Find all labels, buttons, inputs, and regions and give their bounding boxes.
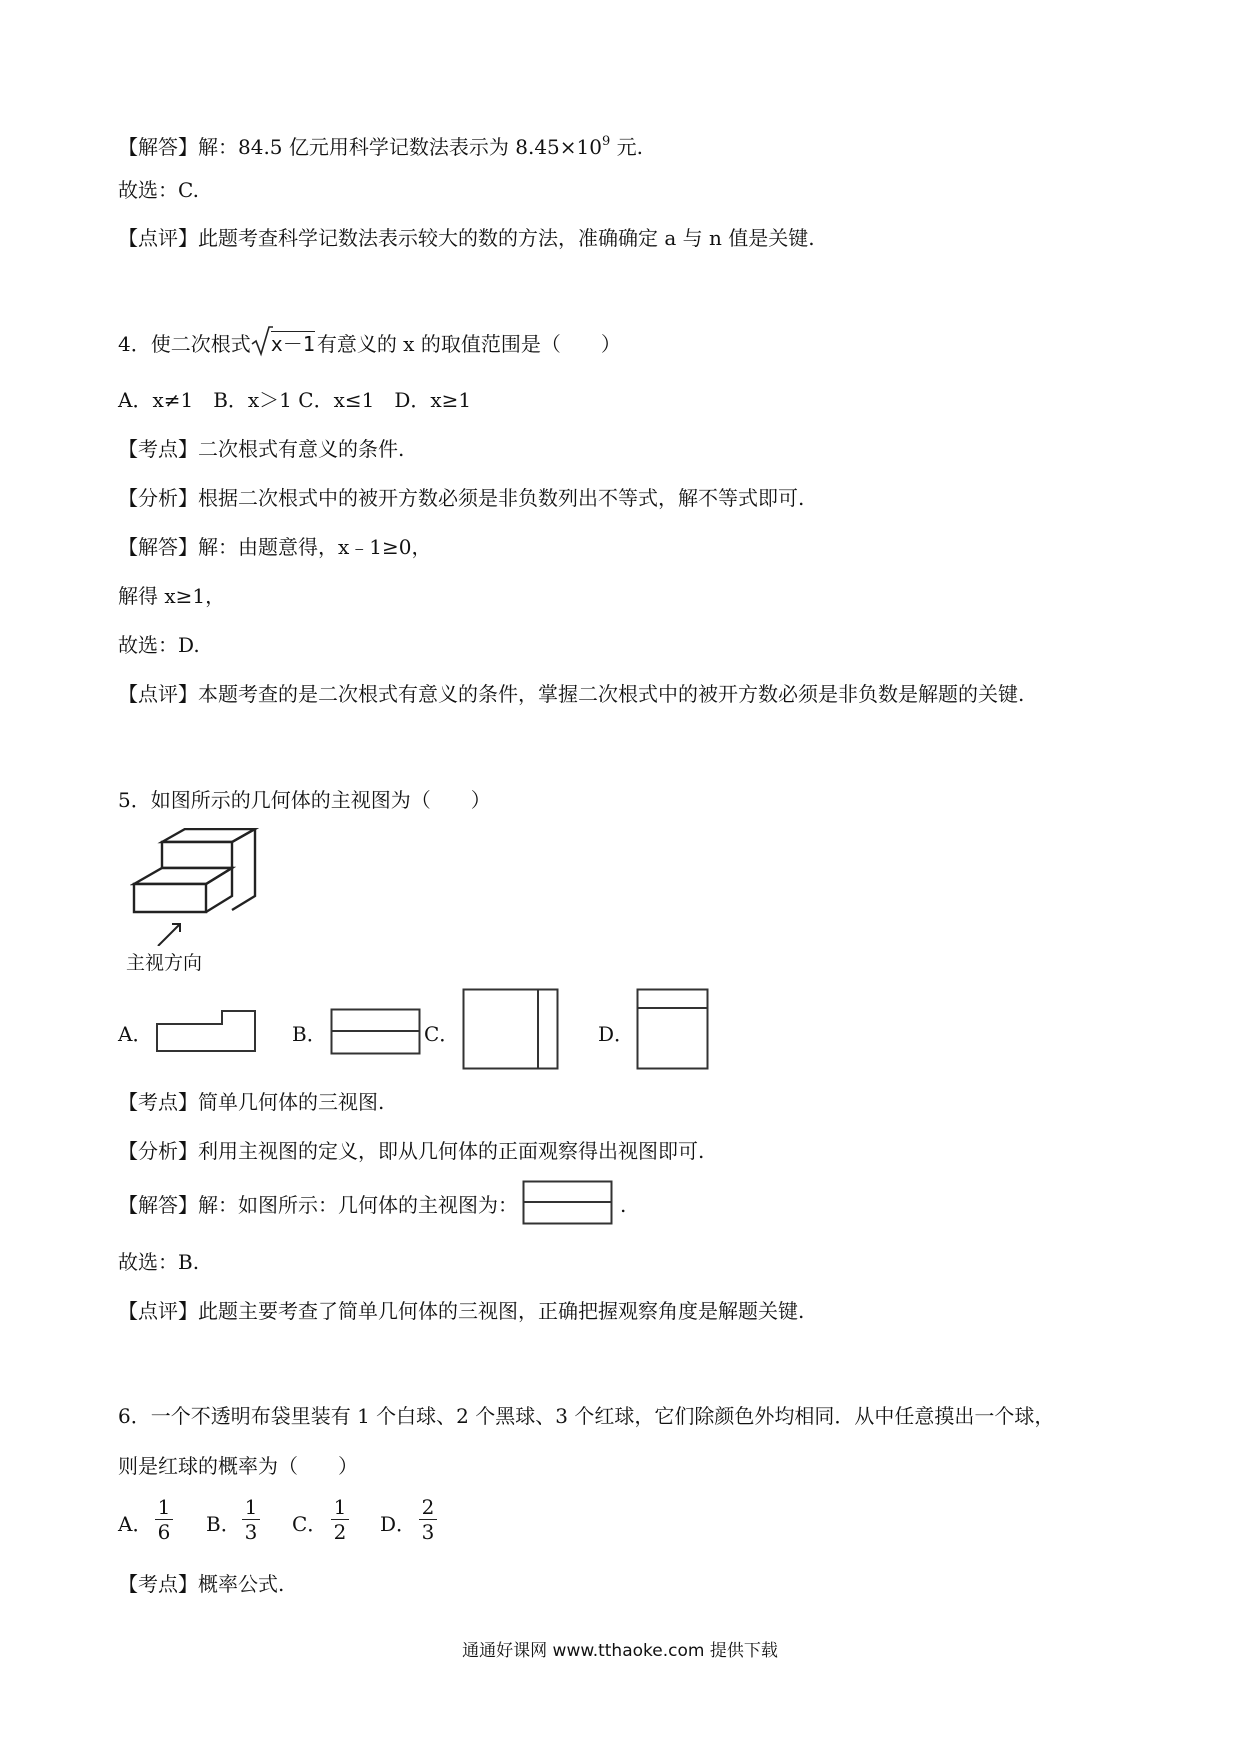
sqrt-sign-icon <box>251 326 273 358</box>
q5-kaodian: 【考点】简单几何体的三视图. <box>118 1090 385 1114</box>
q6-frac-b: 1 3 <box>242 1496 260 1543</box>
q5-comment: 【点评】此题主要考查了简单几何体的三视图，正确把握观察角度是解题关键. <box>118 1299 805 1323</box>
q5-opt-b-label: B． <box>292 1022 327 1046</box>
q4-fenxi: 【分析】根据二次根式中的被开方数必须是非负数列出不等式，解不等式即可. <box>118 486 805 510</box>
q4-kaodian: 【考点】二次根式有意义的条件. <box>118 437 405 461</box>
q4-jieda: 【解答】解：由题意得，x﹣1≥0， <box>118 535 432 559</box>
solid-figure <box>130 828 260 946</box>
q6-frac-a: 1 6 <box>155 1496 173 1543</box>
q5-opt-a-label: A． <box>118 1022 153 1046</box>
q5-fenxi: 【分析】利用主视图的定义，即从几何体的正面观察得出视图即可. <box>118 1139 705 1163</box>
q6-opt-c-label: C． <box>292 1512 328 1536</box>
q6-frac-d: 2 3 <box>419 1496 437 1543</box>
prev-comment: 【点评】此题考查科学记数法表示较大的数的方法，准确确定 a 与 n 值是关键. <box>118 226 815 250</box>
prev-answer: 【解答】解：84.5 亿元用科学记数法表示为 $8.45\times 10^9$ 元. <box>118 134 643 159</box>
q5-opt-a-figure <box>154 1008 258 1054</box>
q5-opt-c-label: C． <box>424 1022 460 1046</box>
q6-opt-a-label: A． <box>118 1512 153 1536</box>
page-footer: 通通好课网 www.tthaoke.com 提供下载 <box>462 1641 778 1661</box>
prev-choice: 故选：C. <box>118 178 199 202</box>
q6-opt-b-label: B． <box>206 1512 241 1536</box>
q5-jieda: 【解答】解：如图所示：几何体的主视图为： . <box>118 1190 626 1219</box>
q5-opt-c-figure <box>462 988 560 1070</box>
q4-options: A．x≠1 B．x＞1 C．x≤1 D．x≥1 <box>118 388 472 412</box>
q6-frac-c: 1 2 <box>331 1496 349 1543</box>
sqrt-expression: x－1 <box>251 330 315 358</box>
q6-kaodian: 【考点】概率公式. <box>118 1572 285 1596</box>
q5-opt-b-figure <box>330 1008 422 1056</box>
q5-opt-d-figure <box>636 988 710 1070</box>
q5-stem: 5．如图所示的几何体的主视图为（ ） <box>118 788 491 812</box>
q6-stem-1: 6．一个不透明布袋里装有 1 个白球、2 个黑球、3 个红球，它们除颜色外均相同．从中任意摸出一个球， <box>118 1404 1055 1428</box>
q4-jie2: 解得 x≥1， <box>118 584 226 608</box>
q4-choice: 故选：D. <box>118 633 200 657</box>
answer-figure <box>522 1190 616 1218</box>
q4-comment: 【点评】本题考查的是二次根式有意义的条件，掌握二次根式中的被开方数必须是非负数是解题的关键. <box>118 682 1025 706</box>
figure-caption: 主视方向 <box>126 952 203 974</box>
q6-opt-d-label: D． <box>380 1512 417 1536</box>
q5-choice: 故选：B. <box>118 1250 200 1274</box>
q6-stem-2: 则是红球的概率为（ ） <box>118 1454 358 1478</box>
q4-stem: 4．使二次根式 x－1 有意义的 x 的取值范围是（ ） <box>118 330 621 358</box>
exponent: 9 <box>601 134 611 149</box>
q5-opt-d-label: D． <box>598 1022 635 1046</box>
